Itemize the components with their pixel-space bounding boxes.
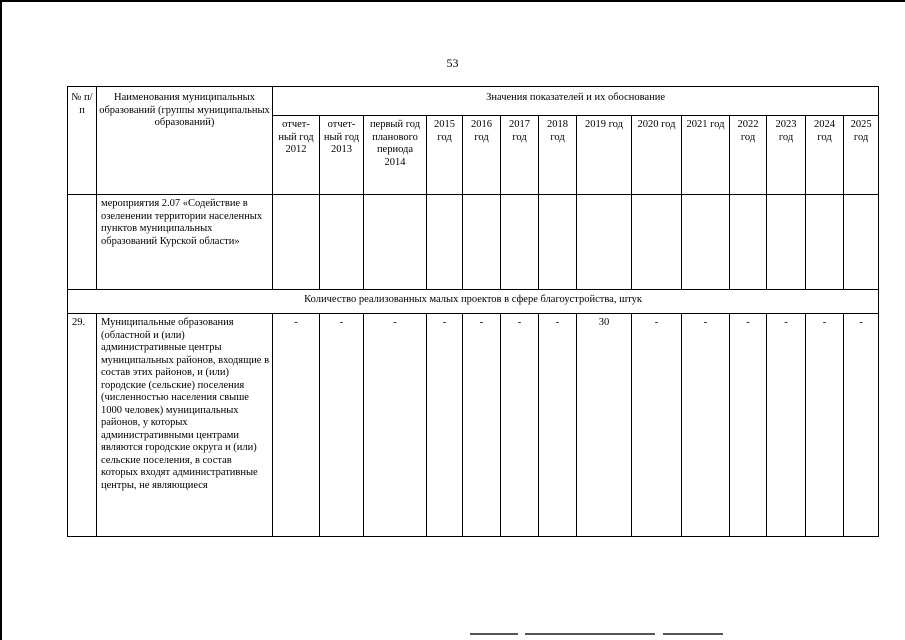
cell-value [577, 195, 632, 290]
cell-value: - [364, 314, 427, 537]
cell-num: 29. [68, 314, 97, 537]
table-row-measure [68, 195, 879, 290]
header-year: 2015 год [427, 116, 463, 195]
cell-value [767, 195, 806, 290]
cell-name: мероприятия 2.07 «Содействие в озеленении территории населенных пунктов муниципальных образований Курской области» [97, 195, 273, 290]
cell-value: - [463, 314, 501, 537]
cell-value [320, 195, 364, 290]
header-year: 2017 год [501, 116, 539, 195]
cell-value: - [806, 314, 844, 537]
scan-artifact-line [525, 633, 655, 635]
scan-artifact-line [470, 633, 518, 635]
section-title: Количество реализованных малых проектов в сфере благоустройства, штук [68, 290, 879, 314]
header-year: первый год планового периода 2014 [364, 116, 427, 195]
header-year: 2021 год [682, 116, 730, 195]
cell-value [463, 195, 501, 290]
indicator-table [67, 86, 879, 537]
header-year: 2020 год [632, 116, 682, 195]
cell-value [273, 195, 320, 290]
header-row-1 [68, 87, 879, 116]
header-num: № п/п [68, 87, 97, 195]
page-number: 53 [446, 56, 459, 70]
cell-value: - [273, 314, 320, 537]
cell-value: - [730, 314, 767, 537]
cell-value [501, 195, 539, 290]
cell-num [68, 195, 97, 290]
cell-value: - [682, 314, 730, 537]
header-year: отчет-ный год 2013 [320, 116, 364, 195]
cell-value: - [539, 314, 577, 537]
cell-value [844, 195, 879, 290]
cell-value [632, 195, 682, 290]
header-year: 2023 год [767, 116, 806, 195]
cell-value: - [844, 314, 879, 537]
header-year: 2018 год [539, 116, 577, 195]
cell-value [730, 195, 767, 290]
header-name: Наименования муниципальных образований (группы муниципальных образований) [97, 87, 273, 195]
cell-value [682, 195, 730, 290]
cell-value [364, 195, 427, 290]
cell-value [427, 195, 463, 290]
header-year: 2019 год [577, 116, 632, 195]
scan-border-left [0, 0, 2, 640]
cell-value: - [501, 314, 539, 537]
cell-value [539, 195, 577, 290]
cell-value: - [427, 314, 463, 537]
table-row-29 [68, 314, 879, 537]
scan-artifact-line [663, 633, 723, 635]
cell-name: Муниципальные образования (областной и (или) административные центры муниципальных районов, входящие в состав этих районов, и (или) городские (сельские) поселения (численностью населения свыше 1000 человек) муниципальных районов, у которых административными центрами являются городские округа и (или) сельские поселения, в состав которых входят административные центры, не являющиеся [97, 314, 273, 537]
cell-value: - [632, 314, 682, 537]
table-row-section [68, 290, 879, 314]
header-year: 2024 год [806, 116, 844, 195]
cell-value: - [767, 314, 806, 537]
cell-value: 30 [577, 314, 632, 537]
scan-border-top [0, 0, 905, 2]
header-year: отчет-ный год 2012 [273, 116, 320, 195]
header-year: 2025 год [844, 116, 879, 195]
cell-value: - [320, 314, 364, 537]
header-year: 2022 год [730, 116, 767, 195]
cell-value [806, 195, 844, 290]
header-year: 2016 год [463, 116, 501, 195]
header-values-group: Значения показателей и их обоснование [273, 87, 879, 116]
